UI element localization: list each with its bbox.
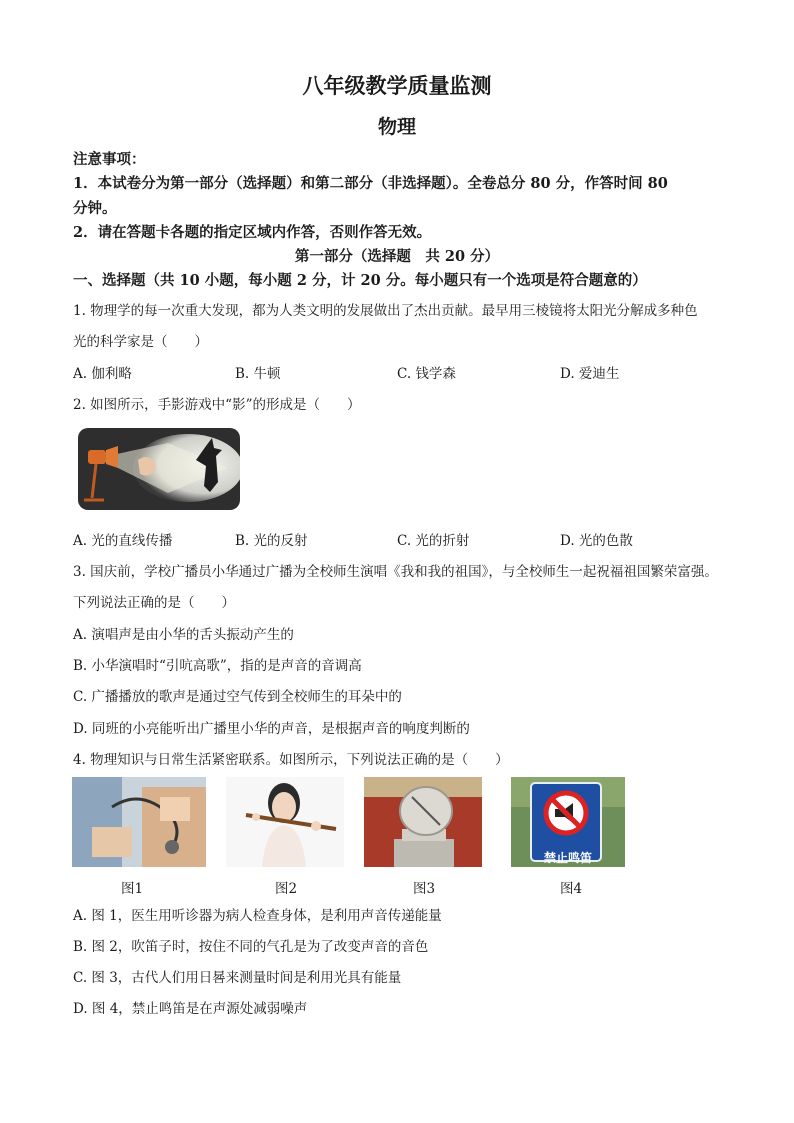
q2-stem: 2. 如图所示，手影游戏中“影”的形成是（ ） — [73, 397, 361, 413]
q1-stem-cont: 光的科学家是（ ） — [73, 334, 208, 350]
section-heading: 一、选择题（共 10 小题，每小题 2 分，计 20 分。每小题只有一个选项是符合题意的） — [73, 272, 647, 289]
page-title: 八年级教学质量监测 — [302, 73, 492, 98]
q2-option-d: D. 光的色散 — [560, 533, 633, 549]
notes-line-1-cont: 分钟。 — [73, 200, 117, 217]
q1-option-b: B. 牛顿 — [235, 366, 281, 382]
q1-stem: 1. 物理学的每一次重大发现，都为人类文明的发展做出了杰出贡献。最早用三棱镜将太阳光分解成多种色 — [73, 303, 698, 319]
stethoscope-photo — [72, 777, 206, 867]
sundial-photo — [364, 777, 482, 867]
q4-option-c: C. 图 3，古代人们用日晷来测量时间是利用光具有能量 — [73, 970, 402, 986]
q3-option-c: C. 广播播放的歌声是通过空气传到全校师生的耳朵中的 — [73, 689, 402, 705]
subject-title: 物理 — [377, 116, 416, 138]
figure-4-caption: 图4 — [559, 881, 583, 897]
figure-3-caption: 图3 — [412, 881, 436, 897]
no-honking-sign-text: 禁止鸣笛 — [543, 851, 592, 865]
hand-shadow-illustration — [78, 428, 240, 510]
flute-player-photo — [226, 777, 344, 867]
q4-option-b: B. 图 2，吹笛子时，按住不同的气孔是为了改变声音的音色 — [73, 939, 429, 955]
q4-stem: 4. 物理知识与日常生活紧密联系。如图所示，下列说法正确的是（ ） — [73, 752, 509, 768]
q2-option-c: C. 光的折射 — [397, 533, 470, 549]
q3-stem: 3. 国庆前，学校广播员小华通过广播为全校师生演唱《我和我的祖国》，与全校师生一起祝福祖国繁荣富强。 — [73, 564, 718, 580]
q3-option-a: A. 演唱声是由小华的舌头振动产生的 — [73, 627, 294, 643]
q2-option-b: B. 光的反射 — [235, 533, 308, 549]
q3-option-d: D. 同班的小亮能听出广播里小华的声音，是根据声音的响度判断的 — [73, 721, 470, 737]
q3-stem-cont: 下列说法正确的是（ ） — [73, 595, 235, 611]
q3-option-b: B. 小华演唱时“引吭高歌”，指的是声音的音调高 — [73, 658, 362, 674]
q4-option-a: A. 图 1，医生用听诊器为病人检查身体，是利用声音传递能量 — [73, 908, 442, 924]
part1-heading: 第一部分（选择题 共 20 分） — [294, 248, 500, 265]
q1-option-c: C. 钱学森 — [397, 366, 456, 382]
figure-2-caption: 图2 — [274, 881, 298, 897]
notes-line-2: 2．请在答题卡各题的指定区域内作答，否则作答无效。 — [73, 224, 432, 241]
q1-option-a: A. 伽利略 — [73, 366, 132, 382]
notes-heading: 注意事项： — [73, 151, 146, 168]
figure-1-caption: 图1 — [120, 881, 144, 897]
q4-option-d: D. 图 4，禁止鸣笛是在声源处减弱噪声 — [73, 1001, 308, 1017]
notes-line-1: 1．本试卷分为第一部分（选择题）和第二部分（非选择题）。全卷总分 80 分，作答时间 80 — [73, 175, 668, 192]
q1-option-d: D. 爱迪生 — [560, 366, 620, 382]
q2-option-a: A. 光的直线传播 — [73, 533, 173, 549]
